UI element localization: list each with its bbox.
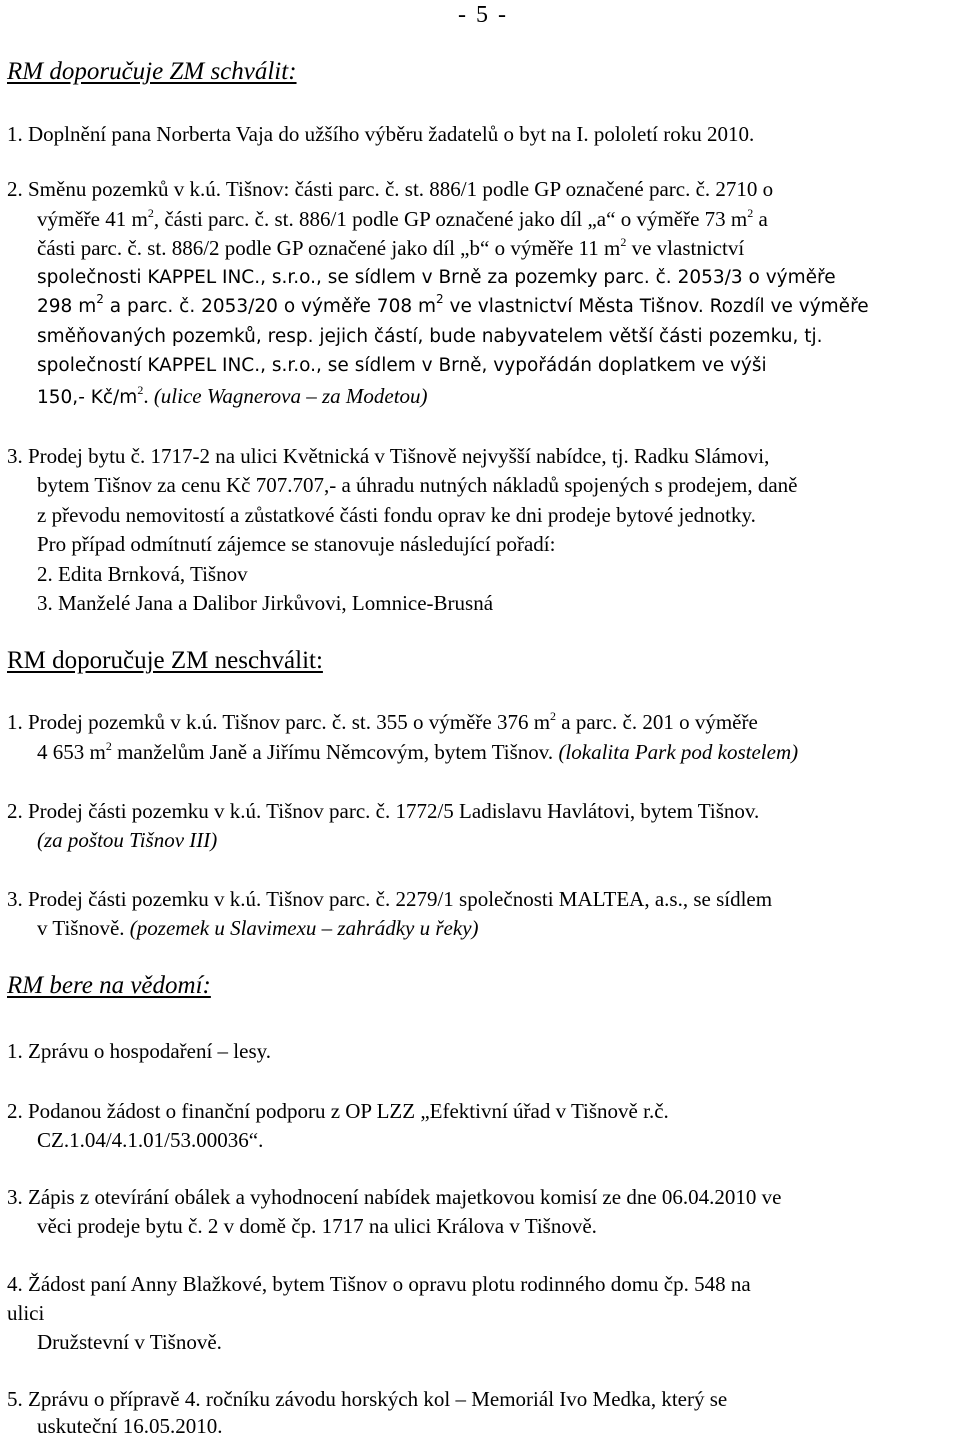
superscript: 2: [96, 292, 104, 306]
location-note: (pozemek u Slavimexu – zahrádky u řeky): [129, 916, 479, 940]
s3-item-3-line-2: věci prodeje bytu č. 2 v domě čp. 1717 na ulici Králova v Tišnově.: [37, 1214, 597, 1238]
s2-item-1-line-2: [37, 738, 798, 766]
s1-item-3-line-2: bytem Tišnov za cenu Kč 707.707,- a úhradu nutných nákladů spojených s prodejem, daně: [37, 473, 798, 497]
s1-item-2-line-6: směňovaných pozemků, resp. jejich částí, bude nabyvatelem větší části pozemku, tj.: [37, 326, 823, 347]
text-span: .: [143, 384, 154, 408]
s3-item-4-line-1: 4. Žádost paní Anny Blažkové, bytem Tišnov o opravu plotu rodinného domu čp. 548 na: [7, 1272, 751, 1296]
section-heading-schvalit: RM doporučuje ZM schválit:: [7, 58, 297, 85]
s1-item-2-line-2: [37, 205, 768, 233]
text-span: a: [753, 207, 768, 231]
text-span: výměře 41 m: [37, 207, 148, 231]
s3-item-5-line-1: 5. Zprávu o přípravě 4. ročníku závodu horských kol – Memoriál Ivo Medka, který se: [7, 1387, 728, 1411]
s1-item-3-line-6: 3. Manželé Jana a Dalibor Jirkůvovi, Lomnice-Brusná: [37, 591, 494, 615]
text-span: a parc. č. 2053/20 o výměře 708 m: [103, 296, 437, 317]
text-span: 1. Prodej pozemků v k.ú. Tišnov parc. č. st. 355 o výměře 376 m: [7, 710, 551, 734]
s3-item-4-line-2: ulici: [7, 1301, 45, 1325]
superscript: 2: [747, 206, 754, 220]
s3-item-2-line-1: 2. Podanou žádost o finanční podporu z OP LZZ „Efektivní úřad v Tišnově r.č.: [7, 1099, 669, 1123]
s1-item-3-line-3: z převodu nemovitostí a zůstatkové části fondu oprav ke dni prodeje bytové jednotky.: [37, 503, 756, 527]
text-span: 150,- Kč/m: [37, 387, 138, 408]
superscript: 2: [436, 292, 444, 306]
text-span: 4 653 m: [37, 740, 106, 764]
superscript: 2: [550, 709, 557, 723]
superscript: 2: [620, 235, 627, 249]
s1-item-3-line-5: 2. Edita Brnková, Tišnov: [37, 562, 248, 586]
s2-item-1-line-1: [7, 708, 758, 736]
location-note: (ulice Wagnerova – za Modetou): [153, 384, 428, 408]
text-span: 298 m: [37, 296, 97, 317]
s1-item-3-line-4: Pro případ odmítnutí zájemce se stanovuje následující pořadí:: [37, 532, 556, 556]
s2-item-2-line-1: 2. Prodej části pozemku v k.ú. Tišnov parc. č. 1772/5 Ladislavu Havlátovi, bytem Tišnov.: [7, 799, 760, 823]
s1-item-2-line-5: [37, 293, 869, 321]
location-note: (lokalita Park pod kostelem): [558, 740, 799, 764]
s1-item-2-line-7: společností KAPPEL INC., s.r.o., se sídlem v Brně, vypořádán doplatkem ve výši: [37, 355, 767, 376]
s3-item-4-line-3: Družstevní v Tišnově.: [37, 1330, 222, 1354]
section-heading-neschvalit: RM doporučuje ZM neschválit:: [7, 647, 323, 674]
text-span: ve vlastnictví Města Tišnov. Rozdíl ve výměře: [443, 296, 869, 317]
text-span: části parc. č. st. 886/2 podle GP označené jako díl „b“ o výměře 11 m: [37, 236, 621, 260]
text-span: v Tišnově.: [37, 916, 130, 940]
s1-item-2-line-8: [37, 382, 428, 412]
s2-item-3-line-2: [37, 914, 479, 942]
s1-item-2-line-4: společnosti KAPPEL INC., s.r.o., se sídlem v Brně za pozemky parc. č. 2053/3 o výměře: [37, 267, 836, 288]
s3-item-2-line-2: CZ.1.04/4.1.01/53.00036“.: [37, 1128, 264, 1152]
s2-item-3-line-1: 3. Prodej části pozemku v k.ú. Tišnov parc. č. 2279/1 společnosti MALTEA, a.s., se sídlem: [7, 887, 773, 911]
s3-item-3-line-1: 3. Zápis z otevírání obálek a vyhodnocení nabídek majetkovou komisí ze dne 06.04.2010 ve: [7, 1185, 782, 1209]
s1-item-3-line-1: 3. Prodej bytu č. 1717-2 na ulici Květnická v Tišnově nejvyšší nabídce, tj. Radku Slámovi,: [7, 444, 770, 468]
text-span: a parc. č. 201 o výměře: [556, 710, 758, 734]
s1-item-2-line-3: [37, 234, 744, 262]
s1-item-2-line-1: 2. Směnu pozemků v k.ú. Tišnov: části parc. č. st. 886/1 podle GP označené parc. č. 2710 o: [7, 177, 774, 201]
s1-item-1: 1. Doplnění pana Norberta Vaja do užšího výběru žadatelů o byt na I. pololetí roku 2010.: [7, 122, 755, 146]
s2-item-2-line-2: (za poštou Tišnov III): [37, 828, 218, 852]
superscript: 2: [147, 206, 154, 220]
page-number: - 5 -: [458, 2, 508, 28]
text-span: , části parc. č. st. 886/1 podle GP označené jako díl „a“ o výměře 73 m: [153, 207, 748, 231]
superscript: 2: [105, 739, 112, 753]
s3-item-5-line-2: uskuteční 16.05.2010.: [37, 1414, 223, 1438]
superscript: 2: [137, 383, 144, 397]
text-span: ve vlastnictví: [626, 236, 745, 260]
section-heading-bere-na-vedomi: RM bere na vědomí:: [7, 972, 211, 999]
s3-item-1: 1. Zprávu o hospodaření – lesy.: [7, 1039, 271, 1063]
text-span: manželům Janě a Jiřímu Němcovým, bytem Tišnov.: [111, 740, 559, 764]
